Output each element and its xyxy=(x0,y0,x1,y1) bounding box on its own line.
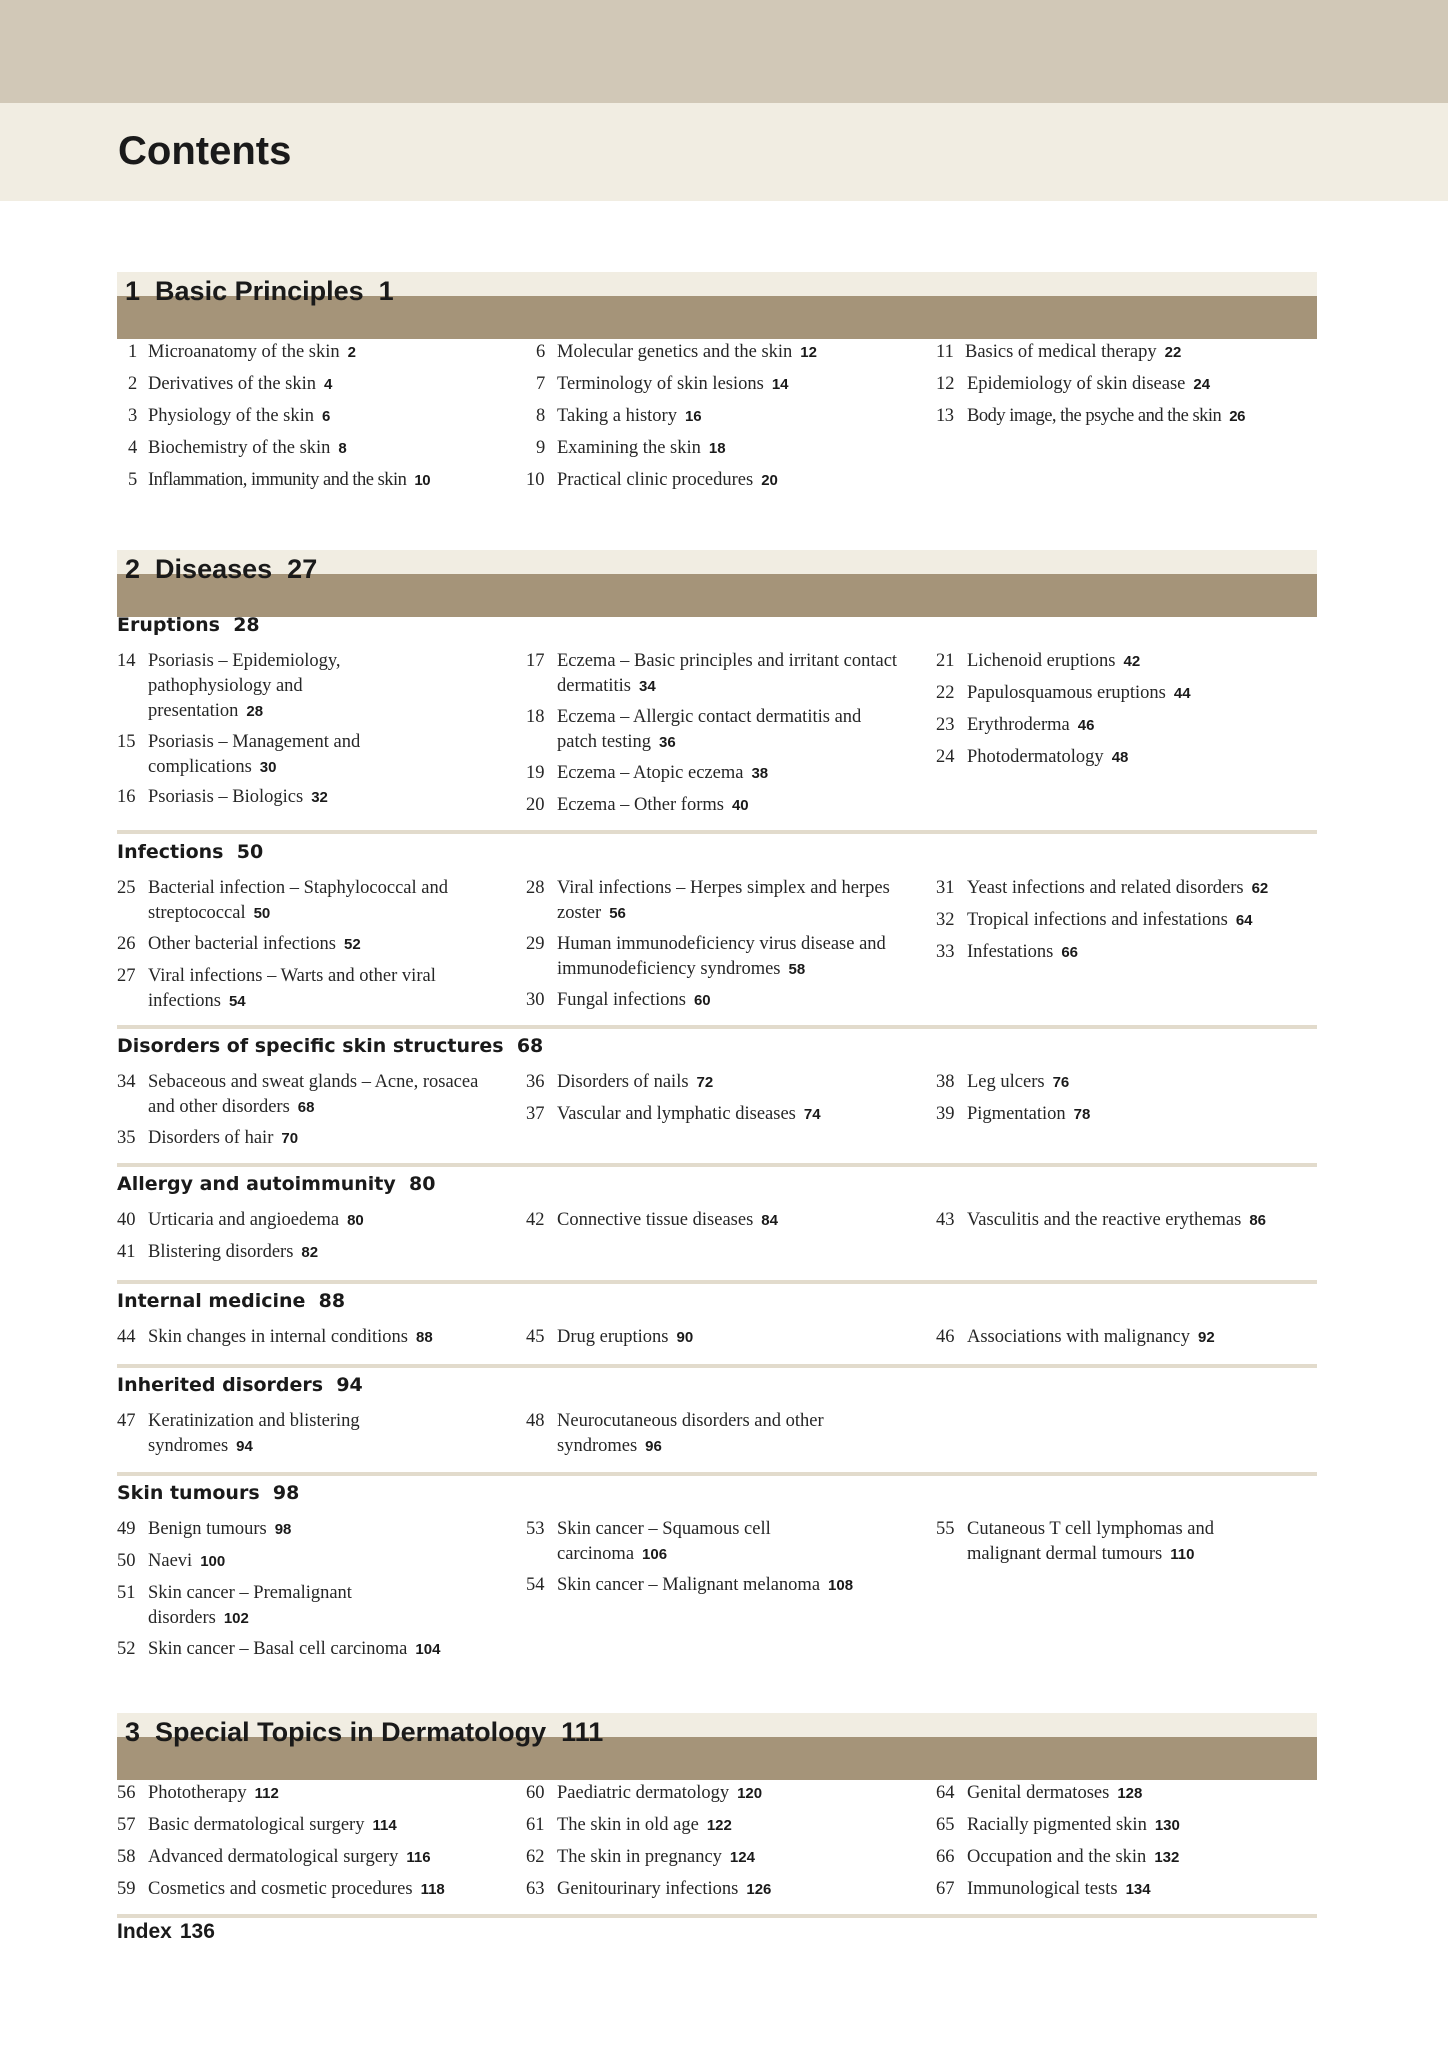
toc-entry[interactable]: 12 Epidemiology of skin disease 24 xyxy=(936,374,1211,394)
toc-entry[interactable]: 17 Eczema – Basic principles and irritant contact dermatitis 34 xyxy=(526,651,898,696)
toc-entry[interactable]: 9 Examining the skin 18 xyxy=(536,438,726,458)
toc-entry[interactable]: 49 Benign tumours 98 xyxy=(117,1519,292,1539)
toc-entry[interactable]: 27 Viral infections – Warts and other viral infections 54 xyxy=(117,966,436,1011)
section-title-skin-structures: Disorders of specific skin structures 68 xyxy=(117,1035,544,1057)
section-title-allergy: Allergy and autoimmunity 80 xyxy=(117,1173,436,1195)
toc-entry[interactable]: 23 Erythroderma 46 xyxy=(936,715,1095,735)
toc-entry[interactable]: 31 Yeast infections and related disorders 62 xyxy=(936,878,1269,898)
section-divider xyxy=(117,1364,1317,1368)
section-title-internal-medicine: Internal medicine 88 xyxy=(117,1290,346,1312)
section-title-infections: Infections 50 xyxy=(117,841,264,863)
section-divider xyxy=(117,1163,1317,1167)
toc-entry[interactable]: 2 Derivatives of the skin 4 xyxy=(128,374,333,394)
toc-entry[interactable]: 53 Skin cancer – Squamous cell carcinoma 106 xyxy=(526,1519,771,1564)
toc-entry[interactable]: 6 Molecular genetics and the skin 12 xyxy=(536,342,817,362)
toc-entry[interactable]: 21 Lichenoid eruptions 42 xyxy=(936,651,1141,671)
toc-entry[interactable]: 62 The skin in pregnancy 124 xyxy=(526,1847,755,1867)
toc-entry[interactable]: 8 Taking a history 16 xyxy=(536,406,702,426)
toc-entry[interactable]: 20 Eczema – Other forms 40 xyxy=(526,795,749,815)
toc-entry[interactable]: 63 Genitourinary infections 126 xyxy=(526,1879,772,1899)
toc-entry[interactable]: 22 Papulosquamous eruptions 44 xyxy=(936,683,1191,703)
toc-entry[interactable]: 39 Pigmentation 78 xyxy=(936,1104,1091,1124)
toc-entry[interactable]: 65 Racially pigmented skin 130 xyxy=(936,1815,1180,1835)
toc-entry[interactable]: 37 Vascular and lymphatic diseases 74 xyxy=(526,1104,821,1124)
toc-entry[interactable]: 56 Phototherapy 112 xyxy=(117,1783,279,1803)
part-title: 3 Special Topics in Dermatology 111 xyxy=(125,1717,604,1747)
toc-entry[interactable]: 58 Advanced dermatological surgery 116 xyxy=(117,1847,431,1867)
toc-entry[interactable]: 4 Biochemistry of the skin 8 xyxy=(128,438,347,458)
section-title-skin-tumours: Skin tumours 98 xyxy=(117,1482,300,1504)
toc-entry[interactable]: 42 Connective tissue diseases 84 xyxy=(526,1210,778,1230)
toc-entry[interactable]: 59 Cosmetics and cosmetic procedures 118 xyxy=(117,1879,445,1899)
section-divider xyxy=(117,1025,1317,1029)
toc-entry[interactable]: 67 Immunological tests 134 xyxy=(936,1879,1151,1899)
toc-entry[interactable]: 46 Associations with malignancy 92 xyxy=(936,1327,1215,1347)
part-title: 1 Basic Principles 1 xyxy=(125,276,394,306)
toc-entry[interactable]: 36 Disorders of nails 72 xyxy=(526,1072,714,1092)
toc-entry[interactable]: 34 Sebaceous and sweat glands – Acne, rosacea and other disorders 68 xyxy=(117,1072,479,1117)
toc-entry[interactable]: 16 Psoriasis – Biologics 32 xyxy=(117,787,328,807)
part-1-header xyxy=(117,272,1317,339)
toc-entry[interactable]: 64 Genital dermatoses 128 xyxy=(936,1783,1143,1803)
part-3-header xyxy=(117,1713,1317,1780)
section-divider xyxy=(117,1472,1317,1476)
toc-entry[interactable]: 40 Urticaria and angioedema 80 xyxy=(117,1210,364,1230)
toc-entry[interactable]: 41 Blistering disorders 82 xyxy=(117,1242,319,1262)
toc-entry[interactable]: 57 Basic dermatological surgery 114 xyxy=(117,1815,397,1835)
section-title-inherited: Inherited disorders 94 xyxy=(117,1374,363,1396)
toc-entry[interactable]: 14 Psoriasis – Epidemiology, pathophysiology and presentation 28 xyxy=(117,651,341,721)
toc-entry[interactable]: 45 Drug eruptions 90 xyxy=(526,1327,694,1347)
toc-entry[interactable]: 50 Naevi 100 xyxy=(117,1551,226,1571)
toc-entry[interactable]: 33 Infestations 66 xyxy=(936,942,1078,962)
page-title: Contents xyxy=(118,129,292,173)
toc-entry[interactable]: 44 Skin changes in internal conditions 88 xyxy=(117,1327,433,1347)
toc-entry[interactable]: 38 Leg ulcers 76 xyxy=(936,1072,1070,1092)
toc-entry[interactable]: 19 Eczema – Atopic eczema 38 xyxy=(526,763,769,783)
toc-entry[interactable]: 5 Inflammation, immunity and the skin 10 xyxy=(128,470,431,490)
toc-entry[interactable]: 48 Neurocutaneous disorders and other syndromes 96 xyxy=(526,1411,824,1456)
toc-entry[interactable]: 30 Fungal infections 60 xyxy=(526,990,711,1010)
toc-entry[interactable]: 25 Bacterial infection – Staphylococcal and streptococcal 50 xyxy=(117,878,448,923)
top-color-band xyxy=(0,0,1448,103)
toc-entry[interactable]: 1 Microanatomy of the skin 2 xyxy=(128,342,356,362)
toc-entry[interactable]: 52 Skin cancer – Basal cell carcinoma 104 xyxy=(117,1639,441,1659)
toc-entry[interactable]: 15 Psoriasis – Management and complications 30 xyxy=(117,732,361,777)
toc-entry[interactable]: 11 Basics of medical therapy 22 xyxy=(936,342,1182,362)
toc-entry[interactable]: 35 Disorders of hair 70 xyxy=(117,1128,299,1148)
toc-entry[interactable]: 7 Terminology of skin lesions 14 xyxy=(536,374,789,394)
section-divider xyxy=(117,830,1317,834)
toc-entry[interactable]: 10 Practical clinic procedures 20 xyxy=(526,470,778,490)
toc-entry[interactable]: 61 The skin in old age 122 xyxy=(526,1815,732,1835)
toc-entry[interactable]: 24 Photodermatology 48 xyxy=(936,747,1129,767)
part-title: 2 Diseases 27 xyxy=(125,554,318,584)
toc-entry[interactable]: 26 Other bacterial infections 52 xyxy=(117,934,361,954)
toc-entry[interactable]: 66 Occupation and the skin 132 xyxy=(936,1847,1180,1867)
toc-entry[interactable]: 47 Keratinization and blistering syndromes 94 xyxy=(117,1411,360,1456)
section-title-eruptions: Eruptions 28 xyxy=(117,614,260,636)
toc-entry[interactable]: 28 Viral infections – Herpes simplex and herpes zoster 56 xyxy=(526,878,890,923)
toc-entry[interactable]: 43 Vasculitis and the reactive erythemas 86 xyxy=(936,1210,1266,1230)
toc-entry[interactable]: 18 Eczema – Allergic contact dermatitis and patch testing 36 xyxy=(526,707,862,752)
toc-entry[interactable]: 13 Body image, the psyche and the skin 26 xyxy=(936,406,1245,426)
toc-entry[interactable]: 54 Skin cancer – Malignant melanoma 108 xyxy=(526,1575,854,1595)
section-divider xyxy=(117,1914,1317,1918)
index-entry[interactable]: Index 136 xyxy=(117,1920,215,1943)
toc-entry[interactable]: 60 Paediatric dermatology 120 xyxy=(526,1783,763,1803)
toc-entry[interactable]: 32 Tropical infections and infestations 64 xyxy=(936,910,1253,930)
toc-entry[interactable]: 3 Physiology of the skin 6 xyxy=(128,406,331,426)
toc-entry[interactable]: 29 Human immunodeficiency virus disease and immunodeficiency syndromes 58 xyxy=(526,934,886,979)
toc-entry[interactable]: 55 Cutaneous T cell lymphomas and malignant dermal tumours 110 xyxy=(936,1519,1214,1564)
section-divider xyxy=(117,1280,1317,1284)
part-2-header xyxy=(117,550,1317,617)
toc-entry[interactable]: 51 Skin cancer – Premalignant disorders 102 xyxy=(117,1583,352,1628)
